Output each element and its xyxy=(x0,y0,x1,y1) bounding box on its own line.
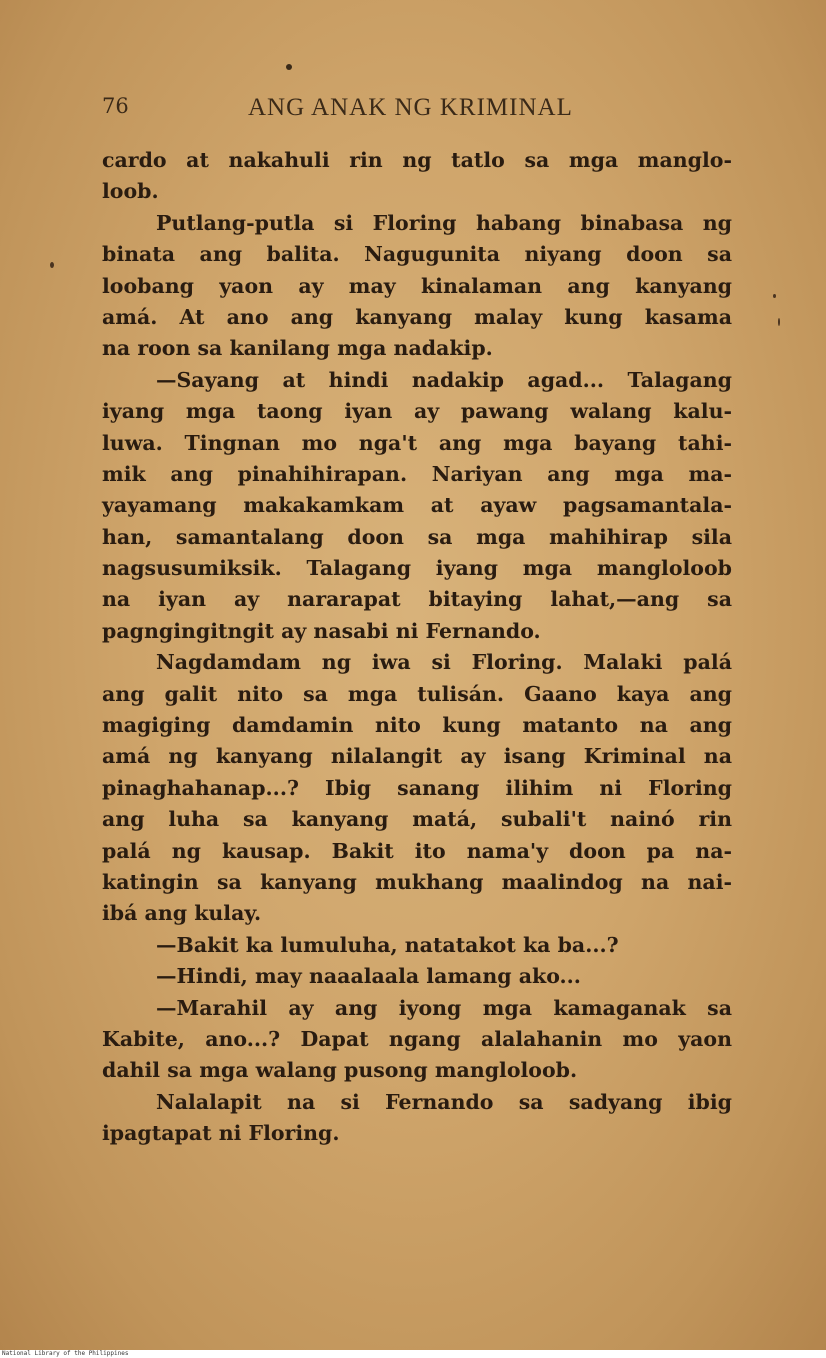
text-line: Kabite, ano...? Dapat ngang alalahanin mo yaon xyxy=(102,1026,732,1051)
text-line: yayamang makakamkam at ayaw pagsamantala- xyxy=(102,493,732,518)
text-line: pagngingitngit ay nasabi ni Fernando. xyxy=(102,618,541,643)
running-title: ANG ANAK NG KRIMINAL xyxy=(248,94,573,121)
paper-speck xyxy=(773,294,776,298)
text-line: magiging damdamin nito kung matanto na ang xyxy=(102,713,732,738)
text-line: ang galit nito sa mga tulisán. Gaano kaya ang xyxy=(102,681,732,706)
text-line: cardo at nakahuli rin ng tatlo sa mga manglo- xyxy=(102,148,732,172)
text-line: palá ng kausap. Bakit ito nama'y doon pa na- xyxy=(102,838,732,863)
text-line: ipagtapat ni Floring. xyxy=(102,1121,340,1146)
printer-mark-dot xyxy=(286,64,292,70)
body-text xyxy=(102,145,732,1150)
text-line: katingin sa kanyang mukhang maalindog na nai- xyxy=(102,869,732,894)
text-line: han, samantalang doon sa mga mahihirap sila xyxy=(102,524,732,549)
text-line: —Bakit ka lumuluha, natatakot ka ba...? xyxy=(156,932,619,957)
text-line: binata ang balita. Nagugunita niyang doon sa xyxy=(102,242,732,267)
text-line: —Hindi, may naaalaala lamang ako... xyxy=(156,964,581,989)
text-line: Putlang-putla si Floring habang binabasa ng xyxy=(156,210,732,235)
text-line: amá ng kanyang nilalangit ay isang Kriminal na xyxy=(102,744,732,769)
text-line: —Marahil ay ang iyong mga kamaganak sa xyxy=(156,995,732,1020)
text-line: nagsusumiksik. Talagang iyang mga mangloloob xyxy=(102,556,732,581)
text-line: luwa. Tingnan mo nga't ang mga bayang tahi- xyxy=(102,430,732,455)
text-line: pinaghahanap...? Ibig sanang ilihim ni Floring xyxy=(102,775,732,800)
paper-speck xyxy=(778,318,780,326)
text-line: loobang yaon ay may kinalaman ang kanyang xyxy=(102,273,732,298)
scan-credit: National Library of the Philippines xyxy=(0,1350,826,1358)
text-line: iyang mga taong iyan ay pawang walang kalu- xyxy=(102,399,732,424)
text-line: ibá ang kulay. xyxy=(102,901,262,926)
paper-speck xyxy=(50,262,54,268)
text-line: na roon sa kanilang mga nadakip. xyxy=(102,336,493,361)
text-line: mik ang pinahihirapan. Nariyan ang mga ma- xyxy=(102,461,732,486)
text-line: Nagdamdam ng iwa si Floring. Malaki palá xyxy=(156,650,732,675)
text-line: Nalalapit na si Fernando sa sadyang ibig xyxy=(156,1089,732,1114)
text-line: dahil sa mga walang pusong mangloloob. xyxy=(102,1058,578,1083)
text-line: na iyan ay nararapat bitaying lahat,—ang sa xyxy=(102,587,732,612)
text-line: ang luha sa kanyang matá, subali't nainó rin xyxy=(102,807,732,832)
text-line: —Sayang at hindi nadakip agad... Talagang xyxy=(156,367,732,392)
text-line: amá. At ano ang kanyang malay kung kasama xyxy=(102,304,732,329)
page-number: 76 xyxy=(102,94,129,118)
page-header xyxy=(102,94,732,124)
text-line: loob. xyxy=(102,179,159,204)
